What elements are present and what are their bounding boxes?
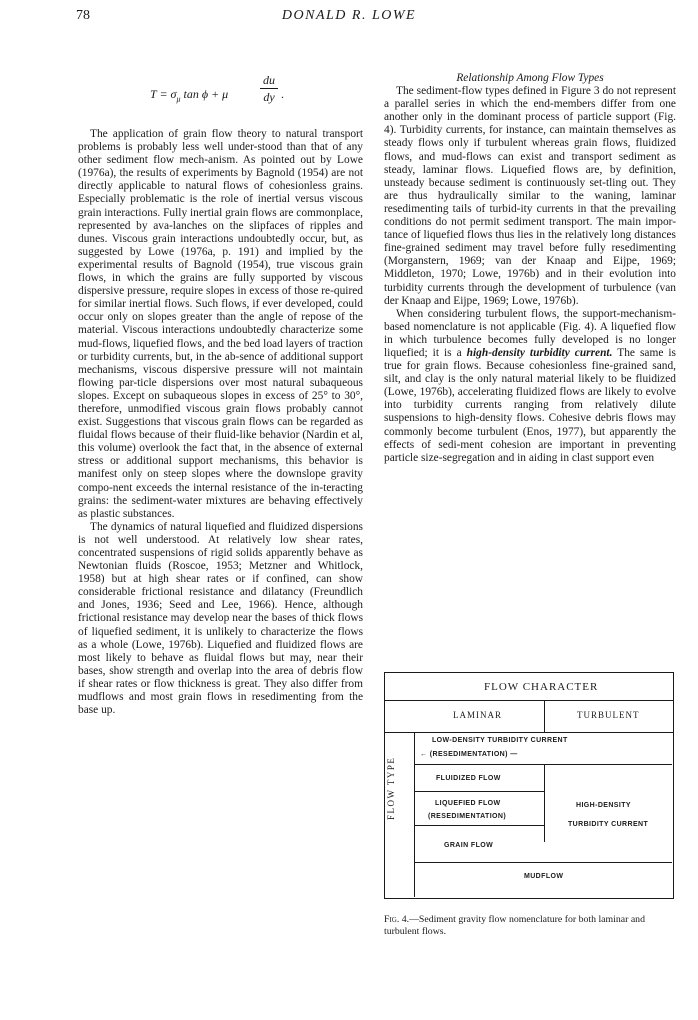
right-column [384, 72, 676, 465]
paragraph-grain-flow-theory: The application of grain flow theory to natural transport problems is probably less well under-stood than that of any other sediment flow mech-anism. As pointed out by Lowe (1976a), the results of experiments by Bagnold (1954) are not directly applicable to natural flows of cohesionless grains. Especially problematic is the role of inertial versus viscous grain interactions. Fully inertial grain flows are commonplace, represented by ava-lanches on the slipfaces of ripples and dunes. Viscous grain interactions undoubtedly occur, but, as suggested by Lowe (1976a, p. 191) and implied by the experimental results of Bagnold (1954), true viscous grain flows, in which the grains are fully supported by viscous dispersive pressure, require slopes in excess of those re-quired for similar inertial flows. Such flows, if ever developed, could occur only on slopes greater than the angle of repose of the material. Viscous interactions undoubtedly characterize some mud-flows, liquefied flows, and the bed load layers of traction or turbidity currents, but, in the ab-sence of additional support mechanisms, viscous dispersive pressure will not maintain flowing par-ticle dispersions over most natural subaqueous slopes. Except on subaqueous slopes in excess of 25° to 30°, therefore, unmodified viscous grain flows probably cannot exist. Suggestions that viscous grain flows can be regarded as fluidal flows because of their fluid-like behavior (Nardin et al, this volume) overlook the fact that, in the absence of external stress or additional support mechanisms, this behavior is manifest only on steep slopes where the downslope gravity compo-nent exceeds the internal resistance of the in-teracting grains: the sediment-water mixtures are behaving effectively as plastic substances. [78, 128, 363, 520]
equation-denominator: dy [263, 90, 275, 104]
figure-frame [384, 672, 674, 899]
caption-text: —Sediment gravity flow nomenclature for both laminar and turbulent flows. [384, 914, 645, 937]
equation-end: . [281, 87, 284, 101]
figure-caption [384, 914, 676, 938]
flow-character-title: FLOW CHARACTER [484, 681, 599, 693]
grain-flow: GRAIN FLOW [444, 842, 494, 849]
arrow-left-icon: ← [420, 751, 428, 758]
term-high-density-turbidity-current: high-density turbidity current. [466, 346, 613, 359]
page-number: 78 [76, 8, 90, 23]
laminar-turbulent-split [544, 764, 545, 842]
header-divider [384, 700, 673, 701]
low-density-turbidity-current: LOW-DENSITY TURBIDITY CURRENT [432, 737, 568, 744]
section-heading: Relationship Among Flow Types [456, 72, 604, 84]
resedimentation-arrow: ← (RESEDIMENTATION) — [420, 751, 518, 758]
paragraph-turbulent-flows: When considering turbulent flows, the support-mechanism-based nomenclature is not applicable (Fig. 4). A liquefied flow in which turbulence becomes fully developed is no longer liquefied; it is a high-density turbidity current. The same is true for grain flows. Because cohesionless fine-grained sand, silt, and clay is the only natural material likely to be fluidized (Lowe, 1976b), accelerating fluidized flows are likely to evolve into turbidity currents ranging from relatively dilute suspensions to high-density flows. Cohesive debris flows may commonly become turbulent (Enos, 1977), but apparently the effects of sedi-ment cohesion are important in preventing particle size-segregation and in aiding in clast support even [384, 307, 676, 464]
equation-lhs: $T = \sigma_\mu$ tan ϕ + μ [150, 87, 229, 104]
row-label-column [414, 733, 415, 897]
col-laminar: LAMINAR [453, 710, 502, 720]
column-divider [544, 700, 545, 732]
low-density-bottom [414, 764, 672, 765]
fraction-bar [260, 88, 278, 89]
grain-flow-bottom [414, 862, 672, 863]
high-density-label-2: TURBIDITY CURRENT [568, 821, 649, 828]
paragraph-liquefied-dynamics: The dynamics of natural liquefied and fluidized dispersions is not well understood. At relatively low shear rates, concentrated suspensions of rigid solids apparently behave as Newtonian fluids (Roscoe, 1953; Metzner and Whitlock, 1958) but at high shear rates or if confined, can show considerable frictional resistance and dilatancy (Freundlich and Jones, 1936; Seed and Lee, 1966). Hence, although frictional resistance may develop near the bases of thick flows of liquefied sediment, it is unlikely to characterize the flows as a whole (Lowe, 1976b). Liquefied and fluidized flows are most likely to behave as fluidal flows but may, near their bases, show strength and overlap into the area of debris flow if shear rates or flow thickness is great. They also differ from mudflows and most grain flows in resedimenting from the base up. [78, 520, 363, 717]
left-column [78, 128, 363, 717]
liquefied-bottom [414, 825, 544, 826]
fluidized-flow: FLUIDIZED FLOW [436, 775, 501, 782]
row-label-divider [384, 732, 673, 733]
equation-fraction [260, 72, 278, 104]
mudflow: MUDFLOW [524, 873, 564, 880]
flow-nomenclature-figure [384, 672, 674, 908]
equation [150, 72, 350, 116]
col-turbulent: TURBULENT [577, 710, 640, 720]
arrow-line-icon: — [510, 751, 518, 758]
fluidized-bottom [414, 791, 544, 792]
figure-label: Fig. 4. [384, 914, 410, 925]
flow-type-label: FLOW TYPE [386, 756, 396, 820]
paragraph-flow-types: The sediment-flow types defined in Figure 3 do not represent a parallel series in which the end-members differ from one another only in the dominant process of particle support (Fig. 4). Turbidity currents, for instance, can maintain themselves as steady flows only if turbulent whereas grain flows, fluidized flows, and mud-flows can exist and transport sediment as steady, laminar flows. Liquefied flows are, by definition, unsteady because sediment is continuously set-tling out. They are thus hydraulically similar to the waning, laminar resedimenting tails of turbid-ity currents in that the prevailing conditions do not permit sediment transport. The main impor-tance of liquefied flows thus lies in the relatively long distances fine-grained sediment may travel before fully resedimenting (Morganstern, 1969; van der Knaap and Eijpe, 1969; Middleton, 1970; Lowe, 1976b) and in their evolution into turbidity currents through the development of turbulence (van der Knaap and Eijpe, 1969; Lowe, 1976b). [384, 85, 676, 307]
running-head: DONALD R. LOWE [281, 8, 417, 23]
liquefied-flow: LIQUEFIED FLOW [435, 800, 501, 807]
high-density-label-1: HIGH-DENSITY [576, 802, 631, 809]
equation-numerator: du [263, 73, 275, 87]
liquefied-resedimentation: (RESEDIMENTATION) [428, 813, 507, 820]
